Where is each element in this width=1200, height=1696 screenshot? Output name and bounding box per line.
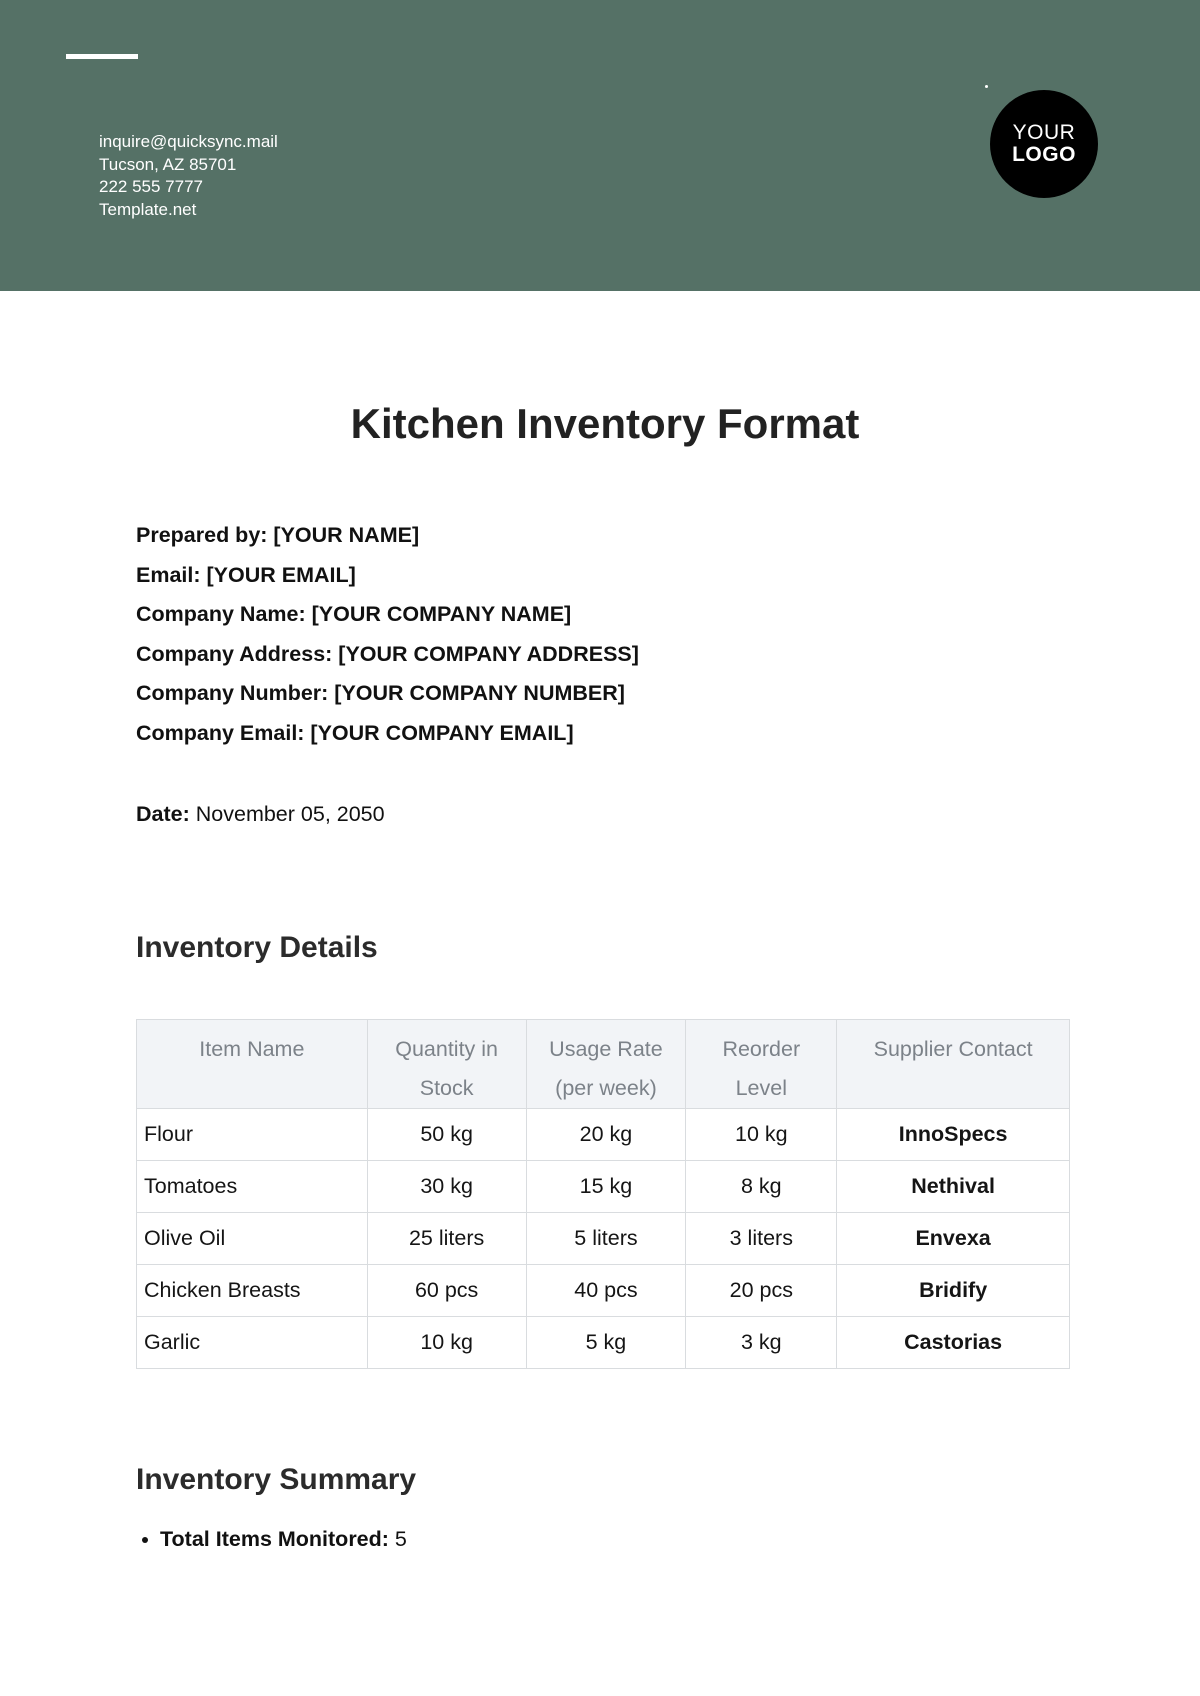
cell-supplier: Envexa	[837, 1213, 1070, 1265]
cell-item: Olive Oil	[137, 1213, 368, 1265]
cell-supplier: InnoSpecs	[837, 1109, 1070, 1161]
table-row	[137, 1317, 1070, 1369]
cell-usage: 20 kg	[526, 1109, 686, 1161]
cell-usage: 5 liters	[526, 1213, 686, 1265]
document-date	[136, 802, 385, 827]
column-header-usage-rate: Usage Rate (per week)	[526, 1020, 686, 1109]
cell-quantity: 60 pcs	[367, 1265, 526, 1317]
table-row	[137, 1109, 1070, 1161]
inventory-table	[136, 1019, 1070, 1369]
cell-reorder: 3 liters	[686, 1213, 837, 1265]
cell-usage: 40 pcs	[526, 1265, 686, 1317]
column-header-supplier: Supplier Contact	[837, 1020, 1070, 1109]
column-header-quantity: Quantity in Stock	[367, 1020, 526, 1109]
logo-line-2: LOGO	[1012, 143, 1076, 166]
document-title: Kitchen Inventory Format	[350, 400, 860, 447]
cell-reorder: 20 pcs	[686, 1265, 837, 1317]
column-header-item-name: Item Name	[137, 1020, 368, 1109]
cell-quantity: 30 kg	[367, 1161, 526, 1213]
table-row	[137, 1265, 1070, 1317]
logo-line-1: YOUR	[1012, 121, 1076, 144]
company-email: Company Email: [YOUR COMPANY EMAIL]	[136, 720, 574, 745]
cell-supplier: Nethival	[837, 1161, 1070, 1213]
cell-quantity: 50 kg	[367, 1109, 526, 1161]
cell-quantity: 10 kg	[367, 1317, 526, 1369]
inventory-details-heading: Inventory Details	[136, 931, 378, 964]
company-logo	[990, 90, 1098, 198]
cell-reorder: 3 kg	[686, 1317, 837, 1369]
contact-website: Template.net	[99, 200, 197, 220]
contact-address: Tucson, AZ 85701	[99, 154, 237, 174]
contact-info	[99, 131, 278, 222]
table-row	[137, 1213, 1070, 1265]
header-accent-bar	[66, 54, 138, 59]
inventory-summary-heading: Inventory Summary	[136, 1463, 417, 1496]
preparer-email: Email: [YOUR EMAIL]	[136, 562, 356, 587]
cell-usage: 5 kg	[526, 1317, 686, 1369]
cell-reorder: 10 kg	[686, 1109, 837, 1161]
bullet-icon	[142, 1537, 148, 1543]
table-row	[137, 1161, 1070, 1213]
logo-dot	[985, 85, 988, 88]
contact-phone: 222 555 7777	[99, 177, 203, 197]
table-header-row	[137, 1020, 1070, 1109]
contact-email: inquire@quicksync.mail	[99, 132, 278, 151]
cell-usage: 15 kg	[526, 1161, 686, 1213]
preparer-info	[136, 516, 639, 753]
date-value: November 05, 2050	[195, 802, 385, 826]
company-number: Company Number: [YOUR COMPANY NUMBER]	[136, 681, 625, 705]
cell-item: Chicken Breasts	[137, 1265, 368, 1317]
cell-reorder: 8 kg	[686, 1161, 837, 1213]
summary-value: 5	[394, 1527, 407, 1551]
cell-supplier: Bridify	[837, 1265, 1070, 1317]
cell-supplier: Castorias	[837, 1317, 1070, 1369]
date-label: Date:	[136, 802, 190, 826]
prepared-by: Prepared by: [YOUR NAME]	[136, 523, 420, 547]
cell-quantity: 25 liters	[367, 1213, 526, 1265]
header-banner	[0, 0, 1200, 291]
column-header-reorder-level: Reorder Level	[686, 1020, 837, 1109]
cell-item: Flour	[137, 1109, 368, 1161]
cell-item: Garlic	[137, 1317, 368, 1369]
summary-label: Total Items Monitored:	[160, 1527, 389, 1551]
company-name: Company Name: [YOUR COMPANY NAME]	[136, 602, 572, 626]
company-address: Company Address: [YOUR COMPANY ADDRESS]	[136, 641, 639, 666]
summary-list-item	[142, 1527, 407, 1552]
cell-item: Tomatoes	[137, 1161, 368, 1213]
